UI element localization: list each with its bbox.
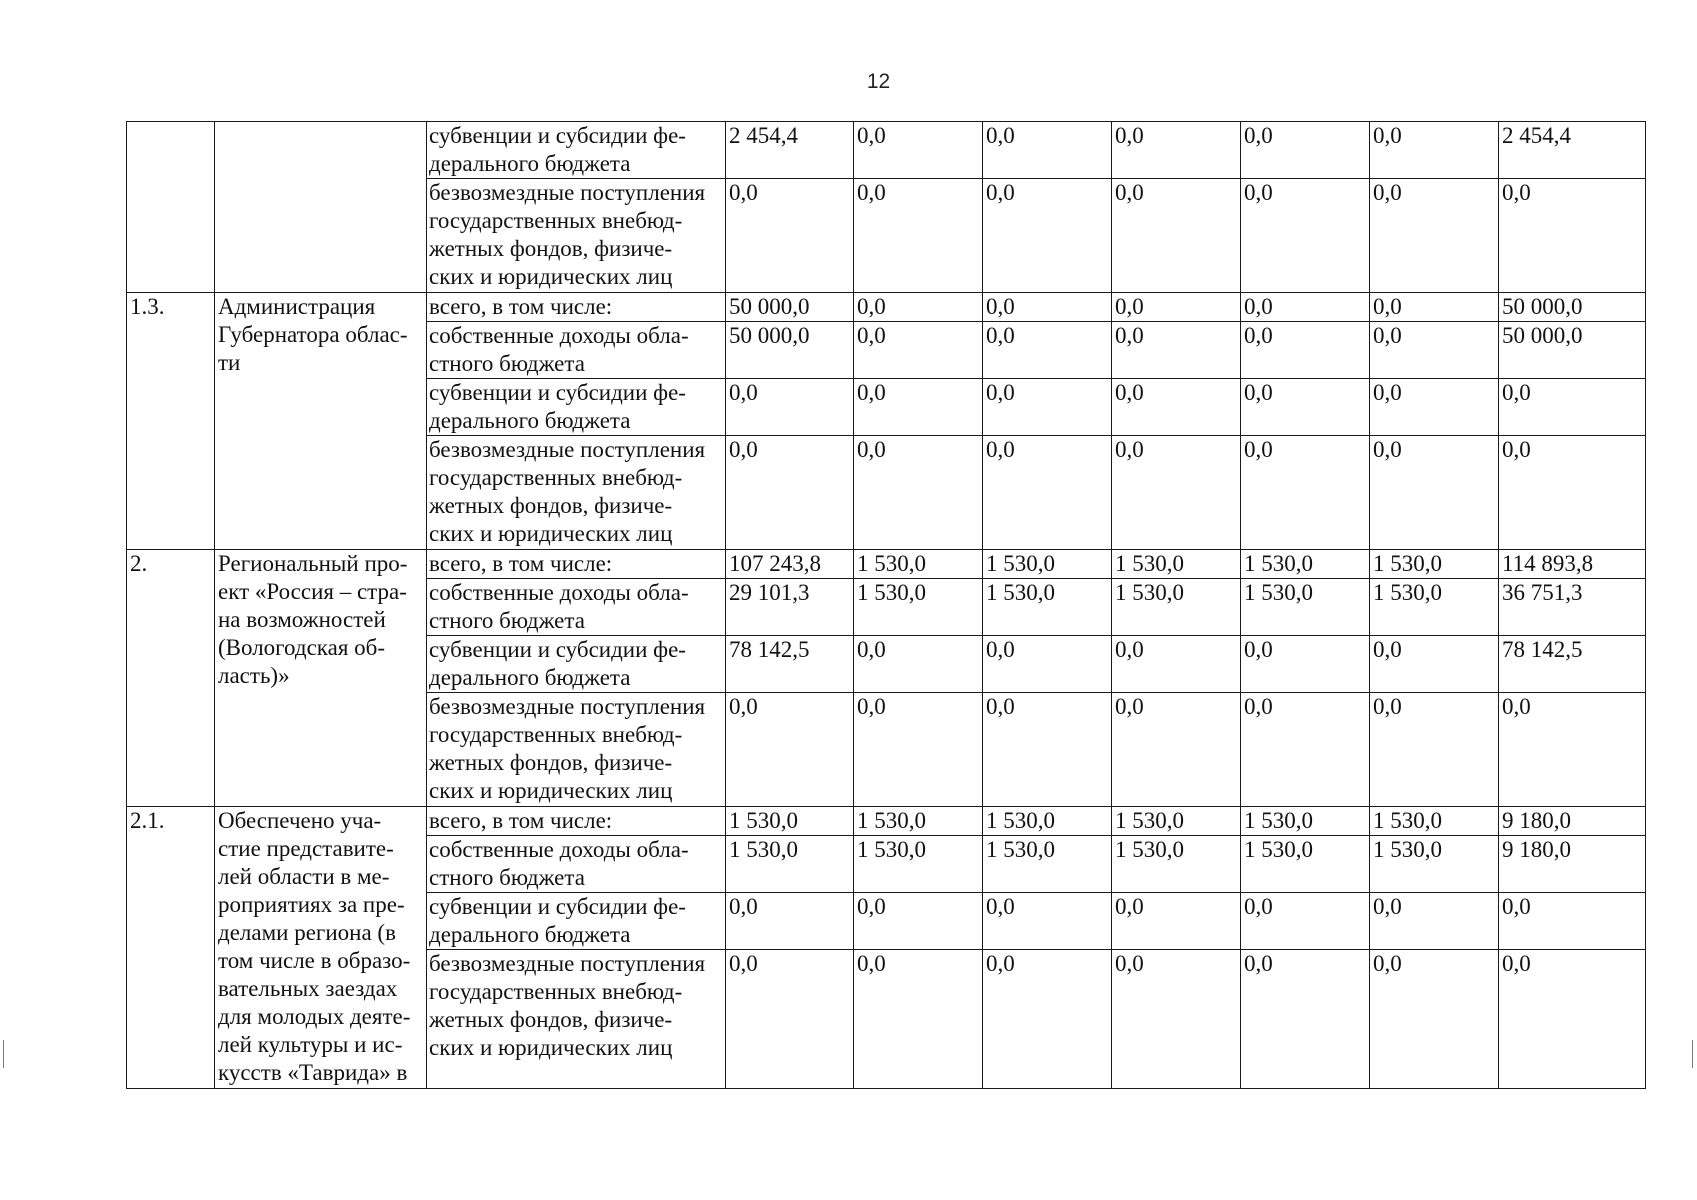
year-value-cell: 0,0 [983,379,1112,436]
year-value-cell: 0,0 [1112,322,1241,379]
year-value-cell: 1 530,0 [854,807,983,836]
section-number-cell: 2. [127,550,215,807]
year-value-cell: 1 530,0 [726,836,854,893]
year-value-cell: 0,0 [983,122,1112,179]
year-value-cell: 1 530,0 [1112,836,1241,893]
year-value-cell: 1 530,0 [1241,807,1370,836]
year-value-cell: 0,0 [1112,893,1241,950]
year-value-cell: 1 530,0 [983,836,1112,893]
year-value-cell: 1 530,0 [726,807,854,836]
section-number-cell: 2.1. [127,807,215,1089]
funding-source-cell: всего, в том числе: [427,807,726,836]
year-value-cell: 0,0 [983,636,1112,693]
year-value-cell: 0,0 [726,893,854,950]
year-value-cell: 0,0 [854,950,983,1089]
year-value-cell: 1 530,0 [1241,550,1370,579]
year-value-cell: 0,0 [983,293,1112,322]
year-value-cell: 2 454,4 [726,122,854,179]
year-value-cell: 0,0 [726,179,854,293]
year-value-cell: 0,0 [1241,322,1370,379]
funding-source-cell: субвенции и субсидии фе- дерального бюджета [427,379,726,436]
total-value-cell: 0,0 [1499,950,1646,1089]
total-value-cell: 0,0 [1499,893,1646,950]
year-value-cell: 0,0 [854,179,983,293]
section-name-cell: Региональный про- ект «Россия – стра- на возможностей (Вологодская об- ласть)» [215,550,427,807]
table-row [127,122,1646,179]
year-value-cell: 0,0 [1241,436,1370,550]
year-value-cell: 50 000,0 [726,322,854,379]
year-value-cell: 1 530,0 [1112,807,1241,836]
year-value-cell: 1 530,0 [854,550,983,579]
year-value-cell: 0,0 [1370,379,1499,436]
year-value-cell: 0,0 [854,636,983,693]
funding-source-cell: субвенции и субсидии фе- дерального бюджета [427,122,726,179]
year-value-cell: 1 530,0 [983,550,1112,579]
year-value-cell: 0,0 [1241,293,1370,322]
year-value-cell: 0,0 [1112,436,1241,550]
year-value-cell: 29 101,3 [726,579,854,636]
year-value-cell: 0,0 [1370,893,1499,950]
scan-edge-mark-left [3,1040,4,1068]
year-value-cell: 0,0 [1112,293,1241,322]
total-value-cell: 78 142,5 [1499,636,1646,693]
year-value-cell: 0,0 [1241,179,1370,293]
year-value-cell: 0,0 [854,379,983,436]
section-name-cell: Обеспечено уча- стие представите- лей области в ме- роприятиях за пре- делами региона (в том числе в образо- вательных заездах для молодых деяте- лей культуры и ис- кусств «Таврида» в [215,807,427,1089]
budget-table [126,121,1646,1089]
year-value-cell: 1 530,0 [1241,579,1370,636]
year-value-cell: 0,0 [1370,179,1499,293]
table-row [127,807,1646,836]
year-value-cell: 0,0 [1370,950,1499,1089]
section-number-cell: 1.3. [127,293,215,550]
funding-source-cell: собственные доходы обла- стного бюджета [427,322,726,379]
total-value-cell: 9 180,0 [1499,836,1646,893]
year-value-cell: 1 530,0 [983,807,1112,836]
year-value-cell: 1 530,0 [1241,836,1370,893]
year-value-cell: 0,0 [983,950,1112,1089]
year-value-cell: 0,0 [726,436,854,550]
year-value-cell: 0,0 [854,893,983,950]
funding-source-cell: всего, в том числе: [427,550,726,579]
total-value-cell: 114 893,8 [1499,550,1646,579]
year-value-cell: 0,0 [1370,322,1499,379]
year-value-cell: 0,0 [983,179,1112,293]
total-value-cell: 0,0 [1499,379,1646,436]
funding-source-cell: собственные доходы обла- стного бюджета [427,579,726,636]
year-value-cell: 1 530,0 [1370,836,1499,893]
year-value-cell: 0,0 [854,293,983,322]
year-value-cell: 0,0 [1370,693,1499,807]
year-value-cell: 1 530,0 [983,579,1112,636]
year-value-cell: 0,0 [1112,950,1241,1089]
year-value-cell: 0,0 [1370,293,1499,322]
year-value-cell: 0,0 [983,693,1112,807]
year-value-cell: 0,0 [726,379,854,436]
year-value-cell: 0,0 [983,436,1112,550]
year-value-cell: 0,0 [1241,950,1370,1089]
year-value-cell: 0,0 [1112,636,1241,693]
year-value-cell: 50 000,0 [726,293,854,322]
year-value-cell: 1 530,0 [1112,550,1241,579]
total-value-cell: 0,0 [1499,436,1646,550]
funding-source-cell: субвенции и субсидии фе- дерального бюджета [427,893,726,950]
funding-source-cell: собственные доходы обла- стного бюджета [427,836,726,893]
year-value-cell: 0,0 [1112,122,1241,179]
section-name-cell [215,122,427,293]
funding-source-cell: безвозмездные поступления государственных внебюд- жетных фондов, физиче- ских и юридических лиц [427,950,726,1089]
total-value-cell: 50 000,0 [1499,322,1646,379]
year-value-cell: 78 142,5 [726,636,854,693]
section-number-cell [127,122,215,293]
year-value-cell: 0,0 [1241,693,1370,807]
year-value-cell: 1 530,0 [1370,807,1499,836]
scan-edge-mark-right [1692,1040,1693,1068]
table-row [127,550,1646,579]
total-value-cell: 50 000,0 [1499,293,1646,322]
year-value-cell: 0,0 [726,693,854,807]
year-value-cell: 0,0 [1241,636,1370,693]
year-value-cell: 107 243,8 [726,550,854,579]
year-value-cell: 1 530,0 [854,579,983,636]
year-value-cell: 0,0 [1241,122,1370,179]
year-value-cell: 0,0 [983,322,1112,379]
year-value-cell: 0,0 [1112,379,1241,436]
year-value-cell: 0,0 [854,436,983,550]
year-value-cell: 0,0 [726,950,854,1089]
year-value-cell: 1 530,0 [1370,579,1499,636]
total-value-cell: 0,0 [1499,693,1646,807]
year-value-cell: 0,0 [983,893,1112,950]
year-value-cell: 0,0 [1241,893,1370,950]
total-value-cell: 2 454,4 [1499,122,1646,179]
funding-source-cell: безвозмездные поступления государственных внебюд- жетных фондов, физиче- ских и юридических лиц [427,436,726,550]
table-row [127,293,1646,322]
year-value-cell: 1 530,0 [854,836,983,893]
total-value-cell: 0,0 [1499,179,1646,293]
funding-source-cell: субвенции и субсидии фе- дерального бюджета [427,636,726,693]
year-value-cell: 0,0 [854,322,983,379]
year-value-cell: 0,0 [1241,379,1370,436]
funding-source-cell: безвозмездные поступления государственных внебюд- жетных фондов, физиче- ских и юридических лиц [427,693,726,807]
year-value-cell: 0,0 [1112,693,1241,807]
section-name-cell: Администрация Губернатора облас- ти [215,293,427,550]
year-value-cell: 1 530,0 [1112,579,1241,636]
funding-source-cell: всего, в том числе: [427,293,726,322]
year-value-cell: 1 530,0 [1370,550,1499,579]
page-number: 12 [866,70,891,93]
year-value-cell: 0,0 [1370,636,1499,693]
year-value-cell: 0,0 [1112,179,1241,293]
total-value-cell: 9 180,0 [1499,807,1646,836]
year-value-cell: 0,0 [854,122,983,179]
year-value-cell: 0,0 [1370,436,1499,550]
total-value-cell: 36 751,3 [1499,579,1646,636]
year-value-cell: 0,0 [1370,122,1499,179]
year-value-cell: 0,0 [854,693,983,807]
funding-source-cell: безвозмездные поступления государственных внебюд- жетных фондов, физиче- ских и юридических лиц [427,179,726,293]
